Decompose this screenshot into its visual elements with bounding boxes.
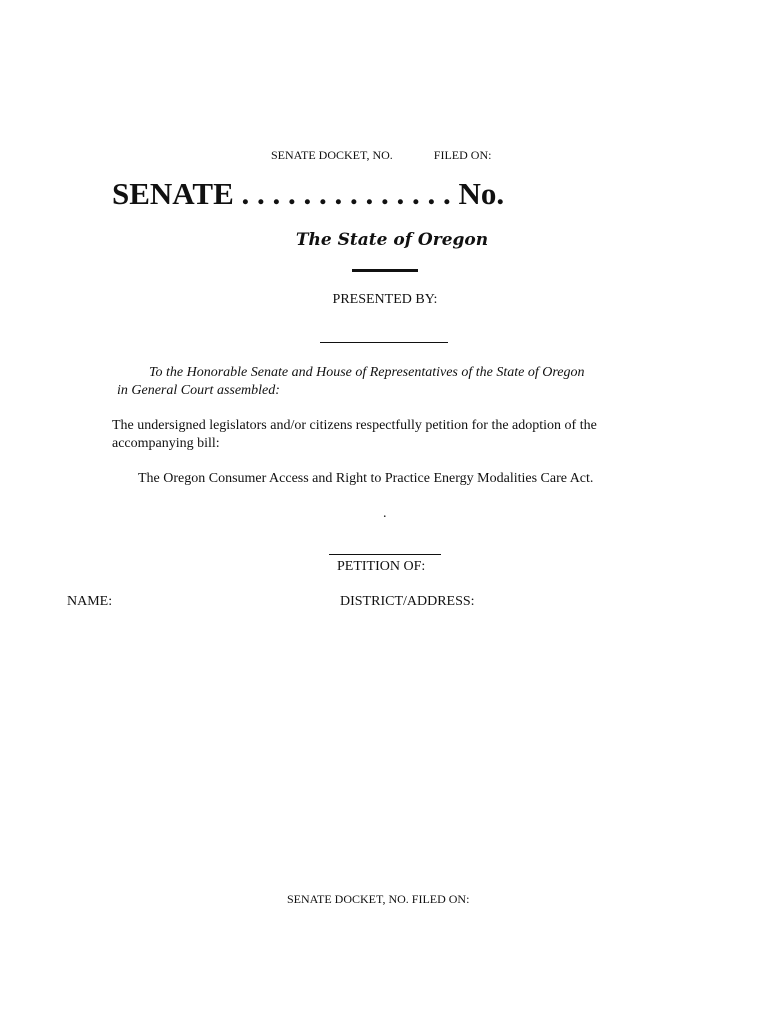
bill-number-label: No. xyxy=(458,176,505,211)
act-name: The Oregon Consumer Access and Right to Practice Energy Modalities Care Act. xyxy=(138,471,594,486)
state-name: The State of Oregon xyxy=(295,230,489,250)
salutation xyxy=(117,364,677,400)
petition-of-label: PETITION OF: xyxy=(337,559,426,574)
docket-footer: SENATE DOCKET, NO. FILED ON: xyxy=(287,892,470,906)
salutation-line-1: To the Honorable Senate and House of Representatives of the State of Oregon xyxy=(149,365,585,380)
title-divider xyxy=(352,269,418,272)
senate-title xyxy=(112,176,504,212)
filed-on-label: FILED ON: xyxy=(433,148,492,162)
salutation-line-2: in General Court assembled: xyxy=(117,383,280,398)
title-dot-leader: . . . . . . . . . . . . . . xyxy=(241,176,451,211)
petition-signature-line xyxy=(329,554,441,555)
senate-word: SENATE xyxy=(112,176,234,211)
docket-header xyxy=(271,148,491,163)
docket-number-label: SENATE DOCKET, NO. xyxy=(271,148,393,162)
name-column-label: NAME: xyxy=(67,594,113,609)
district-address-column-label: DISTRICT/ADDRESS: xyxy=(340,594,475,609)
presented-by-signature-line xyxy=(320,342,448,343)
period-mark: . xyxy=(383,506,387,521)
petition-statement: The undersigned legislators and/or citizens respectfully petition for the adoption of the accompanying bill: xyxy=(112,418,597,451)
presented-by-label: PRESENTED BY: xyxy=(332,292,438,307)
